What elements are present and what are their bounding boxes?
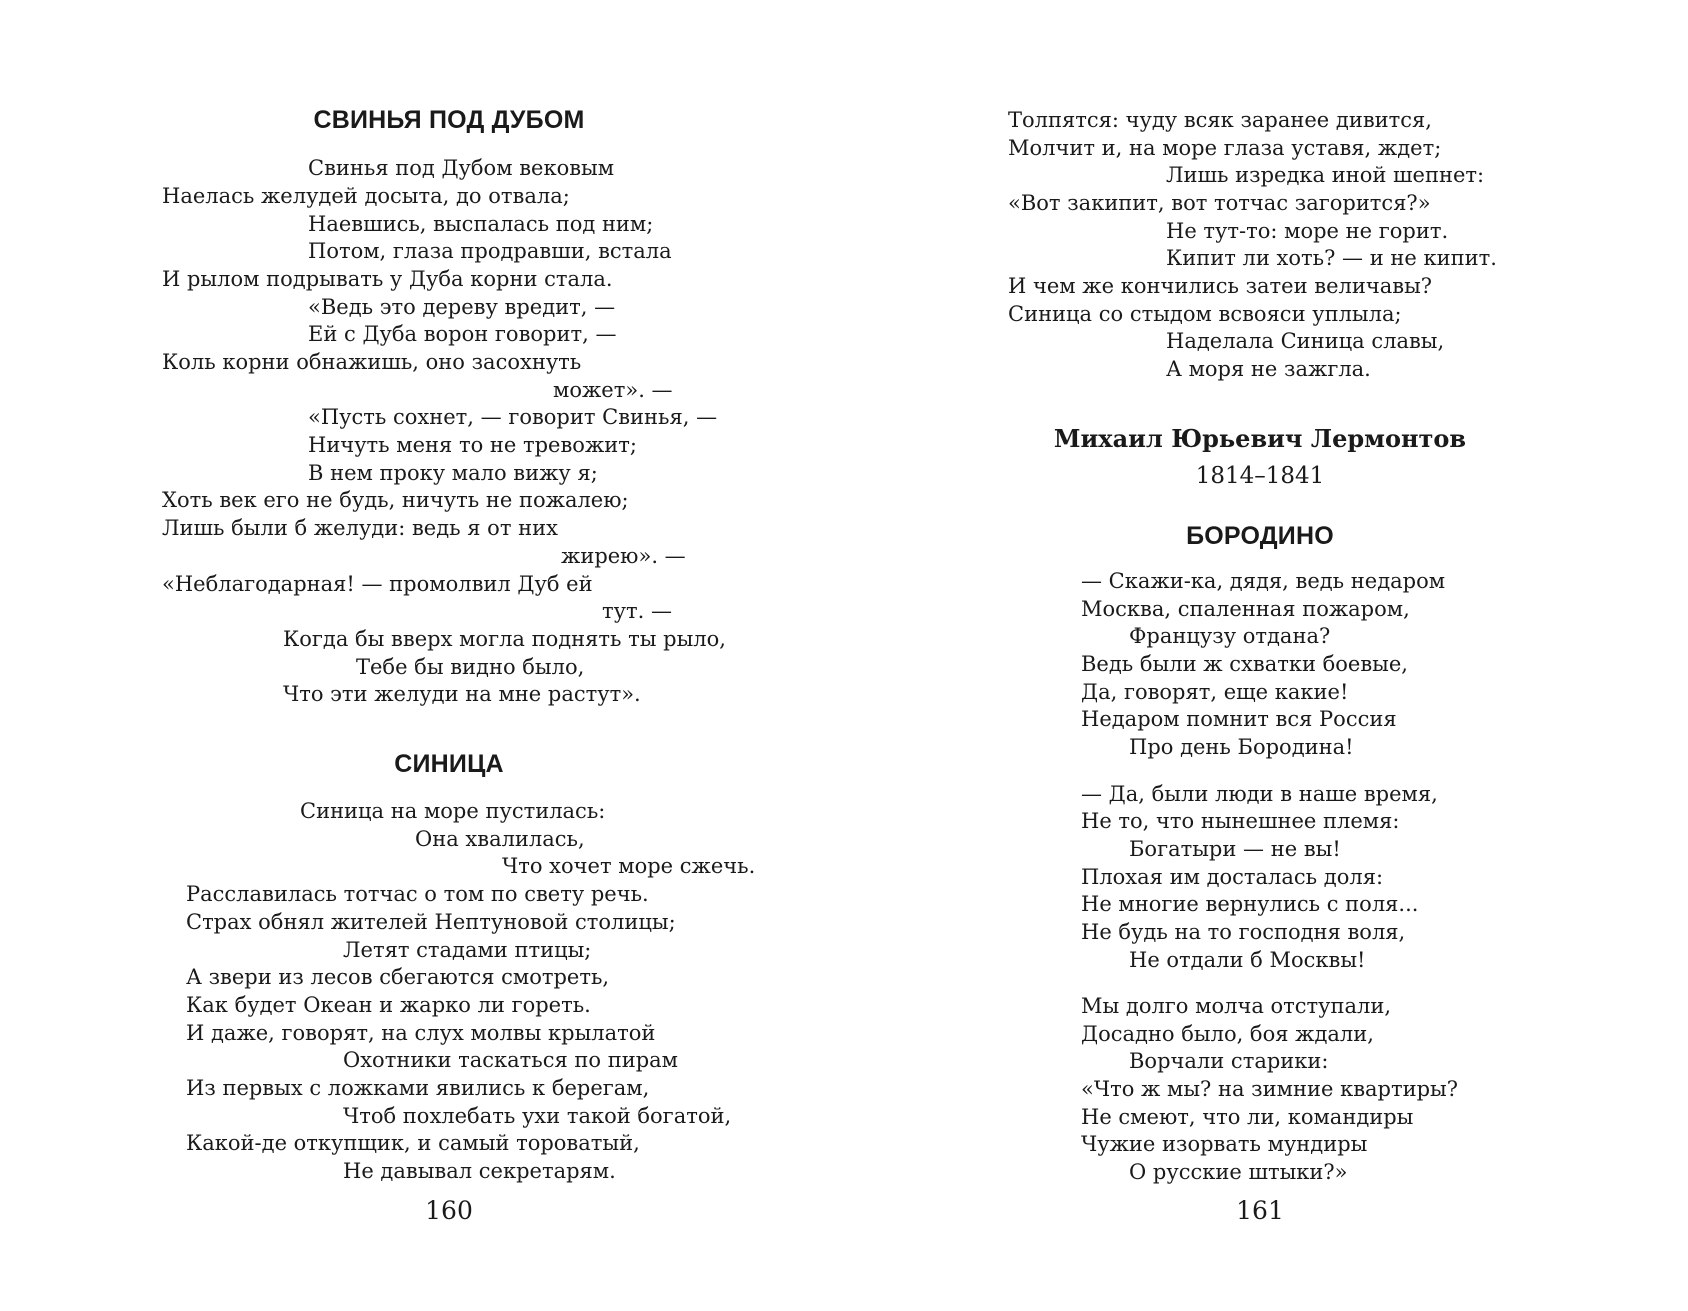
poem-line: Что эти желуди на мне растут». [283,682,641,706]
poem-line: «Вот закипит, вот тотчас загорится?» [1008,191,1431,215]
poem-line: Толпятся: чуду всяк заранее дивится, [1008,108,1432,132]
poem-line: Наелась желудей досыта, до отвала; [162,184,570,208]
poem-line: Тебе бы видно было, [356,655,585,679]
page-number: 161 [1236,1196,1284,1225]
poem-line: Ведь были ж схватки боевые, [1081,652,1408,676]
poem-line: может». — [553,378,673,402]
poem-line: Досадно было, боя ждали, [1081,1022,1374,1046]
poem-line: Чужие изорвать мундиры [1081,1132,1368,1156]
poem-title: СВИНЬЯ ПОД ДУБОМ [313,106,585,134]
poem-line: Ей с Дуба ворон говорит, — [308,322,617,346]
poem-line: Коль корни обнажишь, оно засохнуть [162,350,582,374]
poem-line: Мы долго молча отступали, [1081,994,1392,1018]
poem-title: СИНИЦА [394,750,504,778]
poem-line: Когда бы вверх могла поднять ты рыло, [283,627,726,651]
poem-line: Ничуть меня то не тревожит; [308,433,637,457]
poem-line: Плохая им досталась доля: [1081,865,1384,889]
poem-line: Лишь были б желуди: ведь я от них [162,516,558,540]
poem-line: Да, говорят, еще какие! [1081,680,1349,704]
poem-line: Летят стадами птицы; [343,938,592,962]
poem-line: И чем же кончились затеи величавы? [1008,274,1433,298]
poem-line: Богатыри — не вы! [1129,837,1341,861]
poem-line: И рылом подрывать у Дуба корни стала. [162,267,613,291]
poem-line: Как будет Океан и жарко ли гореть. [186,993,591,1017]
poem-line: А моря не зажгла. [1166,357,1371,381]
poem-line: — Да, были люди в наше время, [1081,782,1438,806]
poem-line: Не то, что нынешнее племя: [1081,809,1400,833]
poem-line: В нем проку мало вижу я; [308,461,598,485]
poem-line: Про день Бородина! [1129,735,1354,759]
poem-line: Потом, глаза продравши, встала [308,239,672,263]
poem-line: «Пусть сохнет, — говорит Свинья, — [308,405,718,429]
poem-line: А звери из лесов сбегаются смотреть, [186,965,610,989]
poem-line: Чтоб похлебать ухи такой богатой, [343,1104,732,1128]
poem-line: «Что ж мы? на зимние квартиры? [1081,1077,1459,1101]
poem-line: Синица на море пустилась: [300,799,606,823]
poem-line: Не будь на то господня воля, [1081,920,1406,944]
poem-line: Расславилась тотчас о том по свету речь. [186,882,649,906]
poem-line: Ворчали старики: [1129,1049,1329,1073]
poem-line: Не отдали б Москвы! [1129,948,1366,972]
poem-line: Молчит и, на море глаза уставя, ждет; [1008,136,1442,160]
poem-line: Страх обнял жителей Нептуновой столицы; [186,910,676,934]
poem-line: Кипит ли хоть? — и не кипит. [1166,246,1497,270]
poem-line: Наделала Синица славы, [1166,329,1445,353]
poem-line: Не давывал секретарям. [343,1159,616,1183]
page-number: 160 [425,1196,473,1225]
right-page [844,0,1688,1311]
poem-line: Синица со стыдом всвояси уплыла; [1008,302,1402,326]
poem-line: жирею». — [561,544,686,568]
poem-line: Она хвалилась, [415,827,585,851]
poem-line: — Скажи-ка, дядя, ведь недаром [1081,569,1446,593]
poem-line: Наевшись, выспалась под ним; [308,212,654,236]
poem-line: О русские штыки?» [1129,1160,1348,1184]
poem-line: Хоть век его не будь, ничуть не пожалею; [162,488,629,512]
poem-line: Какой-де откупщик, и самый тороватый, [186,1131,640,1155]
author-years: 1814–1841 [1195,463,1325,489]
poem-line: Не смеют, что ли, командиры [1081,1105,1414,1129]
poem-line: «Неблагодарная! — промолвил Дуб ей [162,572,593,596]
poem-line: Недаром помнит вся Россия [1081,707,1397,731]
poem-line: «Ведь это дереву вредит, — [308,295,616,319]
poem-line: Лишь изредка иной шепнет: [1166,163,1485,187]
poem-title: БОРОДИНО [1186,522,1334,550]
poem-line: тут. — [602,599,672,623]
poem-line: Охотники таскаться по пирам [343,1048,678,1072]
poem-line: Из первых с ложками явились к берегам, [186,1076,650,1100]
poem-line: Свинья под Дубом вековым [308,156,615,180]
poem-line: Что хочет море сжечь. [502,854,756,878]
poem-line: Не тут-то: море не горит. [1166,219,1449,243]
poem-line: Французу отдана? [1129,624,1331,648]
poem-line: Москва, спаленная пожаром, [1081,597,1410,621]
author-name: Михаил Юрьевич Лермонтов [1053,424,1467,453]
poem-line: И даже, говорят, на слух молвы крылатой [186,1021,656,1045]
poem-line: Не многие вернулись с поля... [1081,892,1419,916]
